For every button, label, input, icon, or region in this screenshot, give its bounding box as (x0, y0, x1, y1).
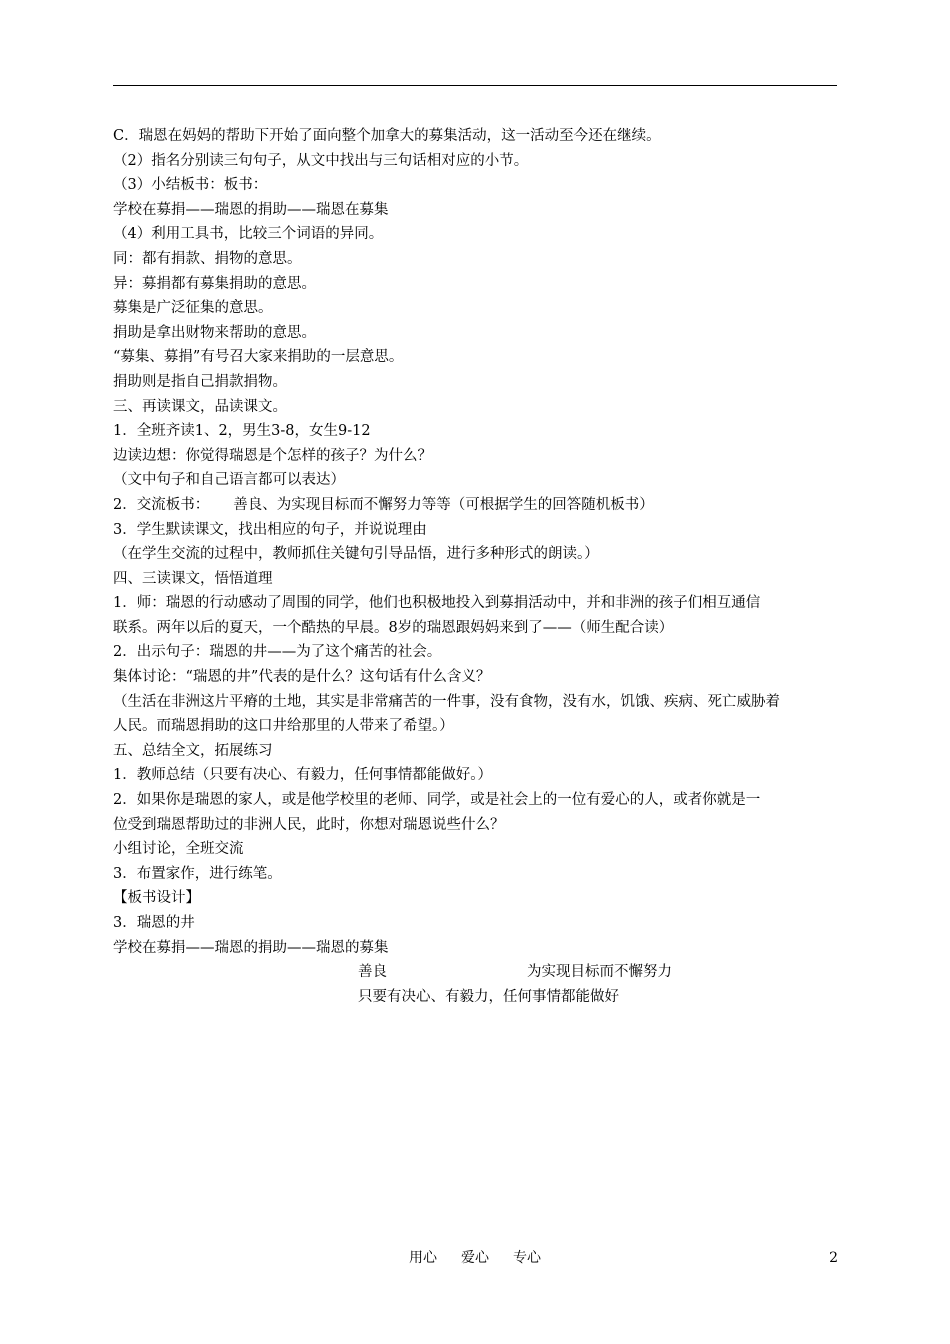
footer-word: 专心 (513, 1250, 541, 1266)
section-heading: 五、总结全文，拓展练习 (113, 742, 273, 759)
footer-motto (0, 1248, 950, 1268)
board-line (113, 493, 843, 518)
text-line: 捐助则是指自己捐款捐物。 (113, 373, 287, 390)
text-line: 捐助是拿出财物来帮助的意思。 (113, 324, 316, 341)
text-line: 集体讨论：“瑞恩的井”代表的是什么？这句话有什么含义？ (113, 669, 491, 686)
text-line: （生活在非洲这片平瘠的土地，其实是非常痛苦的一件事，没有食物，没有水，饥饿、疾病、死亡威胁着 (113, 693, 780, 710)
text-line: 1．教师总结（只要有决心、有毅力，任何事情都能做好。） (113, 767, 492, 784)
footer-word: 爱心 (461, 1250, 489, 1266)
text-line: 3．布置家作，进行练笔。 (113, 865, 282, 882)
text-line: 位受到瑞恩帮助过的非洲人民，此时，你想对瑞恩说些什么？ (113, 816, 505, 833)
text-line: （2）指名分别读三句句子，从文中找出与三句话相对应的小节。 (113, 152, 529, 169)
text-line: 同：都有捐款、捐物的意思。 (113, 250, 302, 267)
text-line: （4）利用工具书，比较三个词语的异同。 (113, 226, 384, 243)
section-heading: 【板书设计】 (113, 890, 200, 907)
text-line: 3．学生默读课文，找出相应的句子，并说说理由 (113, 521, 427, 538)
text-line: C．瑞恩在妈妈的帮助下开始了面向整个加拿大的募集活动，这一活动至今还在继续。 (113, 128, 661, 144)
header-rule (113, 85, 837, 86)
document-body (113, 124, 843, 1009)
text-line: 募集是广泛征集的意思。 (113, 300, 273, 317)
board-design-left: 善良 (358, 964, 387, 981)
text-line: 边读边想：你觉得瑞恩是个怎样的孩子？为什么？ (113, 447, 432, 464)
text-line: （3）小结板书：板书： (113, 177, 268, 194)
text-line: 1．全班齐读1、2，男生3-8，女生9-12 (113, 423, 371, 440)
text-line: 联系。两年以后的夏天，一个酷热的早晨。8岁的瑞恩跟妈妈来到了——（师生配合读） (113, 619, 674, 636)
board-line-content: 善良、为实现目标而不懈努力等等（可根据学生的回答随机板书） (233, 496, 654, 513)
board-design-bottom: 只要有决心、有毅力，任何事情都能做好 (358, 988, 619, 1005)
text-line: 2．出示句子：瑞恩的井——为了这个痛苦的社会。 (113, 644, 442, 661)
board-design-row (113, 960, 843, 985)
section-heading: 四、三读课文，悟悟道理 (113, 570, 273, 587)
text-line: 学校在募捐——瑞恩的捐助——瑞恩的募集 (113, 939, 389, 956)
text-line: （在学生交流的过程中，教师抓住关键句引导品悟，进行多种形式的朗读。） (113, 546, 599, 563)
page-number: 2 (829, 1250, 838, 1266)
text-line: 1．师：瑞恩的行动感动了周围的同学，他们也积极地投入到募捐活动中，并和非洲的孩子们相互通信 (113, 595, 761, 612)
text-line: 3．瑞恩的井 (113, 915, 195, 931)
text-line: 2．如果你是瑞恩的家人，或是他学校里的老师、同学，或是社会上的一位有爱心的人，或者你就是一 (113, 792, 761, 809)
text-line: 学校在募捐——瑞恩的捐助——瑞恩在募集 (113, 201, 389, 218)
text-line: 人民。而瑞恩捐助的这口井给那里的人带来了希望。） (113, 718, 454, 735)
section-heading: 三、再读课文，品读课文。 (113, 398, 287, 415)
text-line: （文中句子和自己语言都可以表达） (113, 472, 345, 489)
text-line: 小组讨论，全班交流 (113, 841, 244, 858)
board-design-right: 为实现目标而不懈努力 (527, 964, 672, 981)
board-line-label: 2．交流板书： (113, 496, 210, 513)
text-line: 异：募捐都有募集捐助的意思。 (113, 275, 316, 292)
text-line: “募集、募捐”有号召大家来捐助的一层意思。 (113, 349, 404, 366)
footer-word: 用心 (409, 1250, 437, 1266)
